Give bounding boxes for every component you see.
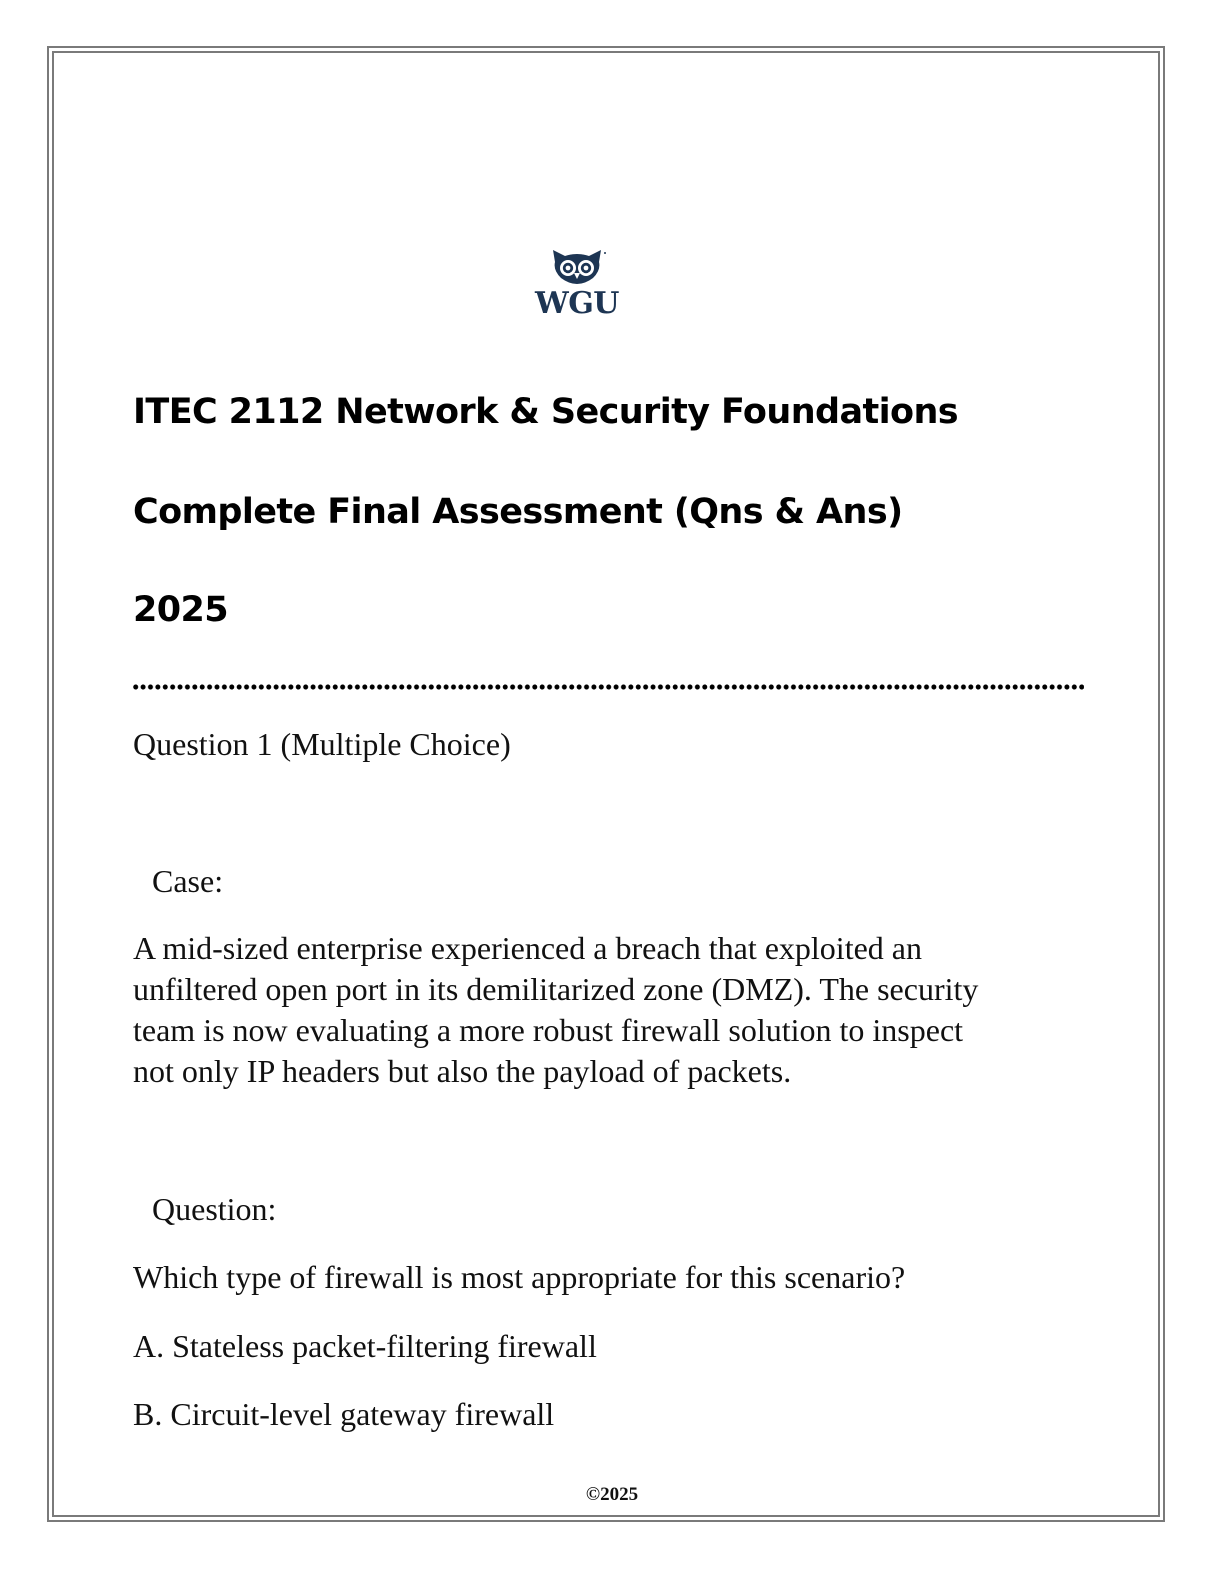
answer-option-a: A. Stateless packet-filtering firewall — [133, 1328, 597, 1364]
wgu-logo — [530, 246, 624, 326]
year-heading: 2025 — [133, 590, 229, 630]
answer-option-b: B. Circuit-level gateway firewall — [133, 1396, 555, 1432]
copyright-footer: ©2025 — [585, 1484, 639, 1505]
question-text: Which type of firewall is most appropriate for this scenario? — [133, 1259, 906, 1295]
owl-icon — [547, 246, 607, 284]
case-description — [133, 928, 1093, 1092]
course-title: ITEC 2112 Network & Security Foundations — [133, 392, 959, 432]
question-title: Question 1 (Multiple Choice) — [133, 726, 511, 762]
dotted-divider — [132, 683, 1084, 691]
question-label: Question: — [152, 1191, 277, 1227]
case-line: not only IP headers but also the payload of packets. — [133, 1053, 792, 1089]
case-line: A mid-sized enterprise experienced a breach that exploited an — [133, 930, 922, 966]
logo-text: WGU — [535, 286, 619, 321]
assessment-title: Complete Final Assessment (Qns & Ans) — [133, 492, 903, 532]
case-line: unfiltered open port in its demilitarized zone (DMZ). The security — [133, 971, 979, 1007]
case-line: team is now evaluating a more robust firewall solution to inspect — [133, 1012, 964, 1048]
case-label: Case: — [152, 863, 224, 899]
